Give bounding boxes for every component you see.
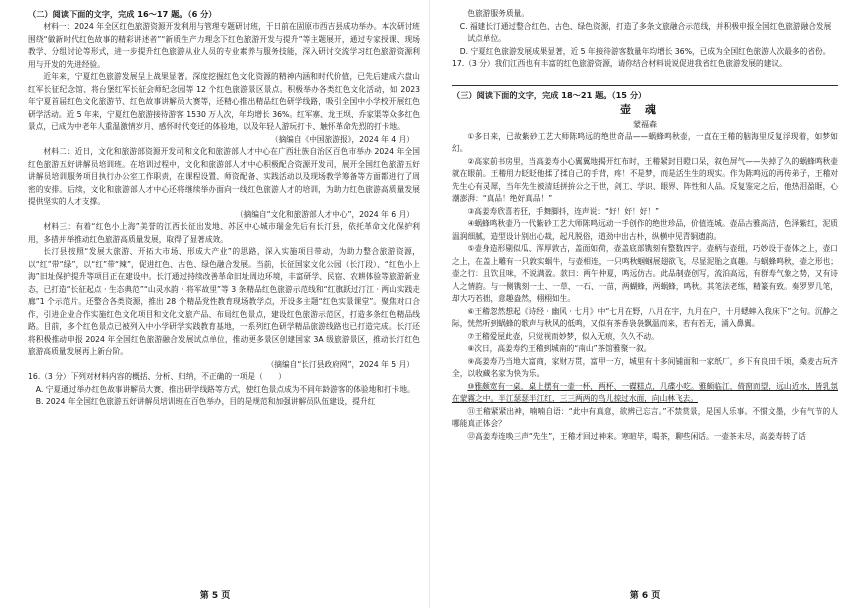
question-17: 17.（3 分）我们江西也有丰富的红色旅游资源，请你结合材料说说促进我省红色旅游发展的建议。 <box>452 59 787 68</box>
question-16: 16.（3 分）下列对材料内容的概括、分析、归纳，不正确的一项是（ ） <box>28 372 286 381</box>
question-16-option-b: B. 2024 年全国红色旅游五好讲解员培训班在百色举办，目的是规范和加强讲解员队伍建设，提升红 <box>35 397 376 406</box>
story-para-3: ③高姜寿欣喜若狂，手舞脚抖，连声说：“好！好！好！” <box>467 206 660 216</box>
story-title: 壶魂 <box>620 102 670 116</box>
material-3-source: （摘编自“长汀县政府网”，2024 年 5 月） <box>266 359 414 369</box>
story-para-7: ⑦王稽爱屋此壶，只觉视而妙梦，似入无痕，久久不动。 <box>467 331 659 341</box>
material-1-para-1: 材料一：2024 年全区红色旅游资源开发利用与管理专题研讨班，于日前在固原市西吉县成功举办。本次研讨班围绕“做新时代红色故事的精彩讲述者”“新质生产力理念下红色旅游开发与提升”等主题展开，通过专家授课、现场教学、分组讨论等形式，进一步提升红色旅游从业人员的专业素养与服务技能，深入研讨交流学习红色旅游资源利用与开发的先进经验。 <box>28 22 420 69</box>
story-para-2: ②高家前书房里，当高姜寿小心翼翼地揭开红布时，王稽紧封目瞪口呆，叙色屏气——失掉了久的蜗蜂鸣秋壶就在眼前。王稽用力眨眨他揉了揉自己的手背，疼！不是梦，而是活生生的现实。作为陈鸣远的再传弟子，王稽对先生心有灵犀，当年先生被清廷拼拚公之于世，剑工、学识、眼界、阵性和人品。反复鉴定之后，他热泪盈眶，心潮澎湃：“真品！绝好真品！” <box>452 156 838 203</box>
answer-line <box>452 85 838 86</box>
page-number-left: 第 5 页 <box>199 591 231 601</box>
story-para-6: ⑥王稽忽然想起《诗经 · 幽风 · 七月》中“七月在野，八月在宇，九月在户，十月蟋蟀入我床下”之句。沉静之际，恍然听到蜗蜂的歌声与秋风的低鸣，又似有茶香袅袅飘温而来，若有若无，涌入鼻翼。 <box>452 306 838 328</box>
material-2-source: （摘编自“文化和旅游部人才中心”，2024 年 6 月） <box>235 209 414 219</box>
story-para-4: ④蜗蜂鸣秋壶乃一代紫砂工艺大师陈鸣远动一手创作的绝世珍品，价值连城。壶品古雅高洁，色泽紫红，泥质温润细腻，造型设计别出心裁，起凡脱俗，道劲中出古朴，纵横中见青铜遗韵。 <box>452 219 838 241</box>
story-author: 蒙福森 <box>633 119 657 129</box>
story-para-5: ⑤壶身造形剔似瓜、浑厚敦古，盖面如荷，壶盖底部镌刻有整数四字。壶柄与壶纽，巧妙设于壶体之上，壶口之上，在盖上雕有一只敦实蜗牛，与壶相连，一只鸣秋蝈蝈展翅欲飞，尽显泥胎之真趣。与蜗蜂鸣秋，壶之形也；壶之行：且饮且味，不说满盈。款曰：两午仲夏，鸣远仿古。此品制壶创写，流泊高远，有群寿气象之势，又有诗人之情韵。与一侧镌刻一土、一草、一石、一苗，两蝴蜂，两蜗蜂，鸣秋。其笔法老练，精篆有致。奏罗罗几笔，却大巧若拙，意趣盎然，栩栩如生。 <box>452 244 838 303</box>
question-16-option-a: A. 宁夏通过举办红色故事讲解员大赛、推出研学线路等方式，使红色景点成为不同年龄游客的体验地和打卡地。 <box>35 384 415 394</box>
question-16-option-d: D. 宁夏红色旅游发展成果显著，近 5 年接待游客数量年均增长 36%，已成为全国红色旅游人次最多的省份。 <box>459 46 831 56</box>
story-para-8: ⑧次日，高姜寿约王稽到城南的“南山”茶馆雅聚一叙。 <box>467 344 652 353</box>
material-2-para: 材料二：近日，文化和旅游部资源开发司和文化和旅游部人才中心在广西壮族自治区百色市举办 2024 年全国红色旅游五好讲解员培训班。在培训过程中，文化和旅游部人才中心积极配合资源开发司，展开全国红色旅游五好讲解员培训服务项目执行办公室工作职责，在课程设置、师资配备、实践活动以及现场教学筹备等方面都进行了周密的安排。后续，文化和旅游部人才中心还将继续举办面向一线红色旅游人才的培训，为助力红色旅游高质量发展提供坚实的人才支撑。 <box>28 147 420 206</box>
question-16-option-c: C. 福建长汀通过整合红色、古色、绿色资源，打造了多条文旅融合示范线，并积极申报全国红色旅游融合发展试点单位。 <box>459 21 832 43</box>
material-1-para-2: 近年来，宁夏红色旅游发展呈上战果显著。深度挖掘红色文化资源的精神内涵和时代价值，已先后建成六盘山红军长征纪念馆、将台堡红军长征会师纪念园等 12 个红色旅游景区景点。积极举办各类红色文化活动，如 2023 年宁夏首届红色文化旅游节、红色故事讲解员大赛等，还精心推出精品红色研学线路，吸引全国中小学校开展红色研学活动。近 5 年来，宁夏红色旅游接待游客 1530 万人次，年均增长 36%。红军寨、龙王坝、乔家渠等众多红色景点，已成为中老年人重温激情岁月、感怀时代变迁的体验地，以及年轻人游玩打卡、触怀革命先烈的打卡地。 <box>28 72 421 131</box>
material-3-para-1: 材料三：有着“红色小上海”美誉的江西长征出发地、苏区中心城市瑞金先后有长汀县，依托革命文化保护利用，多措并举推动红色旅游高质量发展，取得了显著成效。 <box>28 222 420 244</box>
story-para-12: ⑫高姜寿连唤三声“先生”，王稽才回过神来。寒暄毕，喝茶，聊些闲话。一壶茶未尽，高姜寿转了话 <box>467 431 806 441</box>
material-1-source: （摘编自《中国旅游报》，2024 年 4 月） <box>270 134 414 144</box>
right-page <box>430 0 860 608</box>
story-para-1: ①多日来，已故紫砂工艺大师陈鸣远的绝世奇品——蜗蜂鸣秋壶，一直在王稽的脑海里反复浮现着，如梦如幻。 <box>452 131 838 153</box>
page-number-right: 第 6 页 <box>629 591 661 601</box>
section-header: （二）阅读下面的文字，完成 16～17 题。（6 分） <box>28 9 217 19</box>
story-para-9: ⑨高姜寿乃当地大富商，家财万贯，富甲一方，城里有十多间铺面和一家纸厂，乡下有良田千顷，桑麦古玩齐全，以收藏名家为快为乐。 <box>452 356 838 378</box>
section-3-header: （三）阅读下面的文字，完成 18～21 题。（15 分） <box>452 89 647 100</box>
story-para-11: ⑪王稽紧紧出神，喃喃自语：“此中有真意，欲辨已忘言。”不禁赏景，是国人乐事。不惯文墨，少有气节的人哪能真正体会？ <box>452 406 838 428</box>
option-b-continued: 色旅游服务质量。 <box>467 9 529 18</box>
material-3-para-2: 长汀县按照“发展大旅游、开拓大市场、形成大产业”的思路，深入实施项目带动，为助力整合旅游资源，以“红”带“绿”，以“红”带“辣”，促进红色、古色、绿色融合发展。当前，长征国家文化公园（长汀段）、“红色小上海”旧址保护提升等项目正在建设中。长汀通过持续改善革命旧址周边环境，丰富研学、民宿、农耕体验等旅游新业态，已打造“长征起点 · 生态典范”“山灵水韵 · 将军故里”等 3 条精品红色旅游示范线和“红旗跃过汀江 · 两山实践走廊”1 个示范片。还整合各类资源，推出 28 个精品党性教育现场教学点，开设多主题“红色实景课堂”。聚焦对口合作，引进企业合作实施红色文化项目和文化文旅产品、布局红色景点，建设红色旅游示范区，打造多条红色精品线路。目前，多个红色景点已被列入中小学研学实践教育基地，一系列红色研学精品旅游线路也已打造完成。长汀还将积极推动申报 2024 年全国红色旅游融合发展试点单位，推动更多景区创建国家 3A 级旅游景区，推动长汀红色旅游高质量发展再上新台阶。 <box>28 247 420 356</box>
story-para-10: ⑩雅颇宽有一桌，桌上摆有一壶一杯，两杯、一碟糕点，几碟小吃。雅颇临江，倚窗而望，远山近水，皆乳氛在蒙霧之中。半江瑟瑟半江红，三三两两的鸟儿掠过水面，向山林飞去。 <box>452 381 838 403</box>
